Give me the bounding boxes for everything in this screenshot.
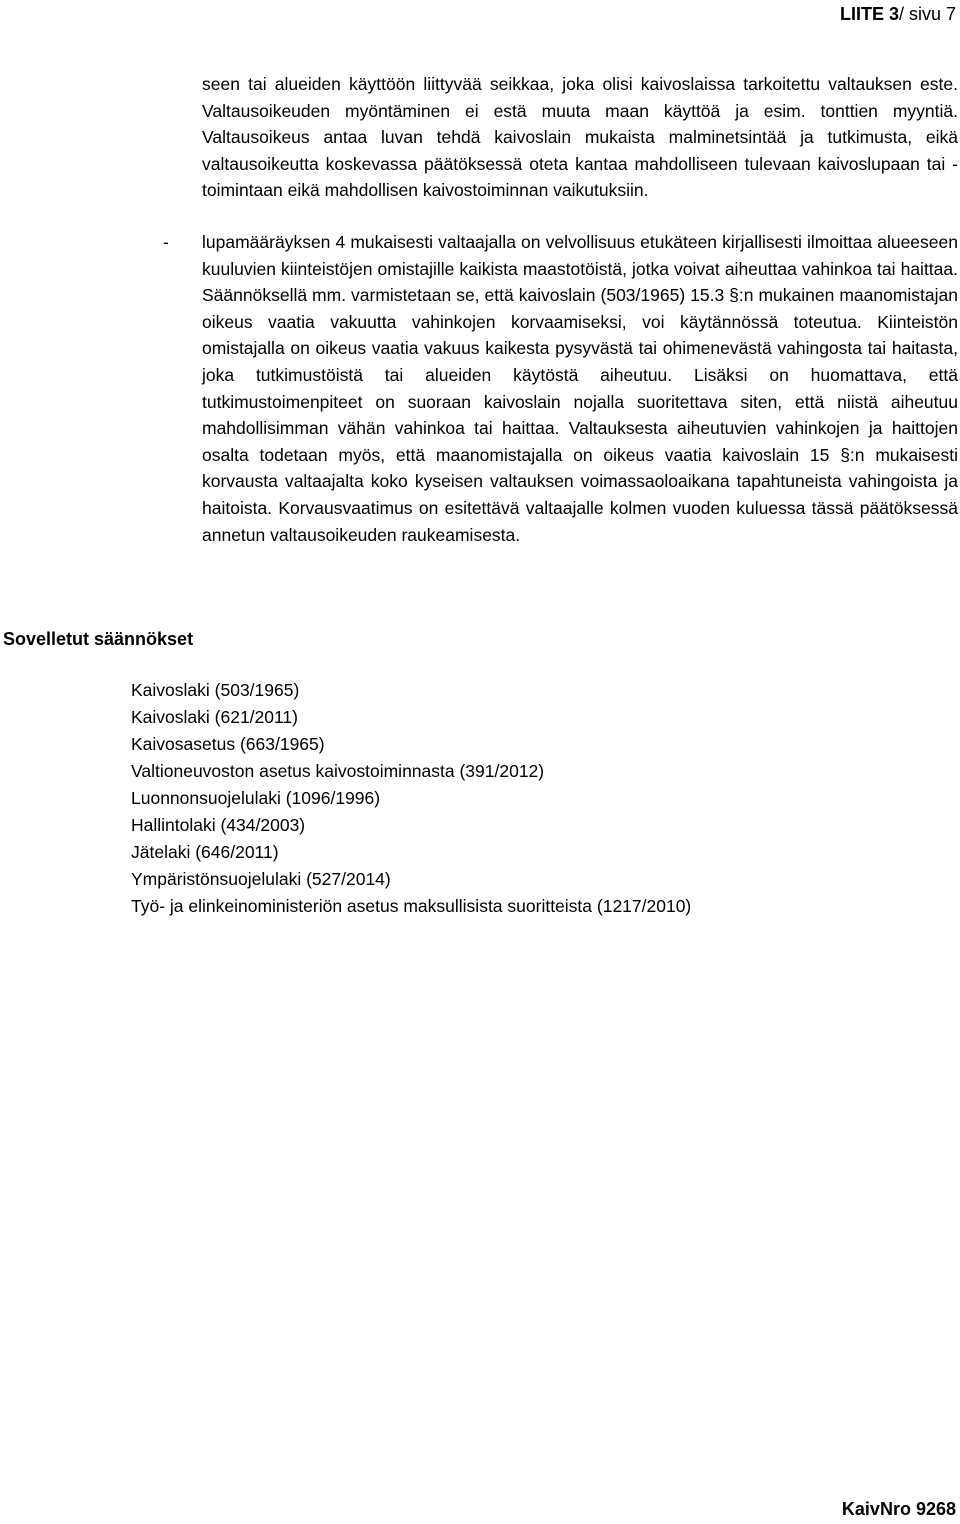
- law-item: Jätelaki (646/2011): [131, 842, 279, 862]
- law-item: Valtioneuvoston asetus kaivostoiminnasta (391/2012): [131, 761, 545, 781]
- page-header: [840, 3, 956, 25]
- appendix-label: LIITE 3: [839, 4, 899, 24]
- bullet-text: lupamääräyksen 4 mukaisesti valtaajalla on velvollisuus etukäteen kirjallisesti ilmoittaa alueeseen kuuluvien kiinteistöjen omistajille kaikista maastotöistä, jotka voivat aiheuttaa vahinkoa tai haittaa. Säännöksellä mm. varmistetaan se, että kaivoslain (503/1965) 15.3 §:n mukainen maanomistajan oikeus vaatia vakuutta vahinkojen korvaamiseksi, voi käytännössä toteutua. Kiinteistön omistajalla on oikeus vaatia vakuus kaikesta pysyvästä tai ohimenevästä vahingosta tai haitasta, joka tutkimustöistä tai alueiden käytöstä aiheutuu. Lisäksi on huomattava, että tutkimustoimenpiteet on suoraan kaivoslain nojalla suoritettava siten, että niistä aiheutuu mahdollisimman vähän vahinkoa tai haittaa. Valtauksesta aiheutuvien vahinkojen ja haittojen osalta todetaan myös, että maanomistajalla on oikeus vaatia kaivoslain 15 §:n mukaisesti korvausta valtaajalta koko kyseisen valtauksen voimassaoloaikana tapahtuneista vahingoista ja haitoista. Korvausvaatimus on esitettävä valtaajalle kolmen vuoden kuluessa tässä päätöksessä annetun valtausoikeuden raukeamisesta.: [202, 232, 958, 545]
- paragraph-continuation: seen tai alueiden käyttöön liittyvää seikkaa, joka olisi kaivoslaissa tarkoitettu valtauksen este. Valtausoikeuden myöntäminen ei estä muuta maan käyttöä ja esim. tonttien myyntiä. Valtausoikeus antaa luvan tehdä kaivoslain mukaista malminetsintää ja tutkimusta, eikä valtausoikeutta koskevassa päätöksessä oteta kantaa mahdolliseen tulevaan kaivoslupaan tai -toimintaan eikä mahdollisen kaivostoiminnan vaikutuksiin.: [202, 74, 958, 201]
- section-heading: Sovelletut säännökset: [3, 629, 194, 649]
- law-item: Hallintolaki (434/2003): [131, 815, 306, 835]
- law-item: Ympäristönsuojelulaki (527/2014): [131, 869, 391, 889]
- bullet-block: [202, 229, 958, 548]
- paragraph-continuation-block: [202, 71, 958, 204]
- law-list: [131, 677, 691, 920]
- law-item: Kaivoslaki (621/2011): [131, 707, 298, 727]
- law-item: Kaivoslaki (503/1965): [131, 680, 300, 700]
- page-number: / sivu 7: [898, 4, 956, 24]
- law-item: Luonnonsuojelulaki (1096/1996): [131, 788, 381, 808]
- bullet-marker: -: [163, 232, 169, 252]
- page-footer-reference: KaivNro 9268: [841, 1499, 956, 1519]
- law-item: Työ- ja elinkeinoministeriön asetus maksullisista suoritteista (1217/2010): [131, 896, 692, 916]
- law-item: Kaivosasetus (663/1965): [131, 734, 325, 754]
